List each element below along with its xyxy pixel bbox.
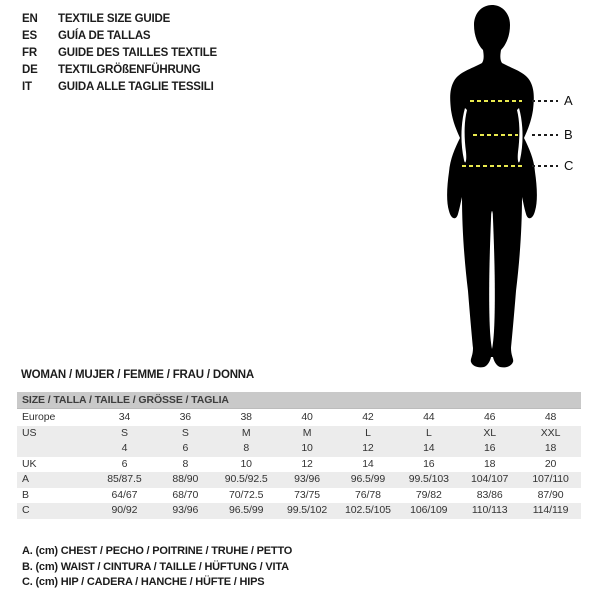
language-label: GUIDE DES TAILLES TEXTILE: [58, 47, 217, 59]
table-cell: 90.5/92.5: [224, 473, 268, 485]
table-cell: 12: [301, 457, 313, 470]
language-row: [22, 28, 217, 45]
table-cell: M: [302, 426, 312, 439]
table-cell: 104/107: [471, 473, 509, 485]
waist-measure-line: [473, 134, 518, 136]
table-cell: 68/70: [172, 488, 199, 501]
language-code: DE: [22, 64, 38, 76]
table-cell: 6: [182, 442, 189, 454]
table-cell: 64/67: [111, 488, 138, 501]
language-row: [22, 11, 217, 28]
table-cell: 8: [243, 442, 250, 454]
table-cell: 73/75: [294, 488, 320, 501]
table-cell: 79/82: [415, 488, 442, 501]
chest-measure-line: [470, 100, 522, 102]
table-cell: 10: [240, 457, 252, 470]
table-cell: 76/78: [355, 488, 381, 501]
table-cell: 70/72.5: [229, 488, 264, 501]
table-cell: 36: [179, 411, 192, 423]
table-row: [17, 457, 581, 473]
table-cell: L: [425, 426, 432, 439]
language-row: [22, 45, 217, 62]
table-cell: 20: [544, 457, 557, 470]
table-cell: 42: [362, 411, 374, 423]
table-cell: 102.5/105: [345, 504, 391, 516]
table-cell: 40: [301, 411, 313, 423]
language-code: ES: [22, 30, 37, 42]
table-cell: 93/96: [294, 473, 320, 485]
table-cell: 38: [240, 411, 252, 423]
language-label: TEXTILE SIZE GUIDE: [58, 13, 171, 25]
size-table: [17, 392, 581, 519]
table-cell: 99.5/102: [287, 504, 328, 516]
footnotes: [22, 544, 292, 591]
table-cell: S: [181, 426, 189, 439]
size-table-body: [17, 410, 581, 519]
section-title: WOMAN / MUJER / FEMME / FRAU / DONNA: [21, 369, 255, 381]
chest-connector-line: [532, 100, 558, 102]
row-label: C: [22, 504, 30, 516]
row-label: Europe: [22, 411, 56, 423]
language-code: EN: [22, 13, 38, 25]
language-label: TEXTILGRÖßENFÜHRUNG: [58, 64, 201, 76]
row-label: [17, 441, 94, 457]
table-cell: 106/109: [410, 504, 448, 516]
language-list: [22, 11, 217, 96]
hip-connector-line: [532, 165, 558, 167]
language-label: GUÍA DE TALLAS: [58, 30, 151, 42]
table-cell: 93/96: [172, 504, 199, 516]
hip-measure-line: [462, 165, 523, 167]
table-cell: 12: [362, 442, 374, 454]
table-cell: S: [120, 426, 128, 439]
table-cell: 88/90: [172, 473, 199, 485]
language-label: GUIDA ALLE TAGLIE TESSILI: [58, 81, 214, 93]
size-table-header: SIZE / TALLA / TAILLE / GRÖSSE / TAGLIA: [17, 392, 581, 409]
woman-silhouette-figure: [445, 4, 539, 368]
table-row: [17, 488, 581, 504]
waist-connector-line: [532, 134, 558, 136]
footnote-line: A. (cm) CHEST / PECHO / POITRINE / TRUHE / PETTO: [22, 545, 293, 557]
woman-silhouette-icon: [445, 4, 539, 368]
table-cell: 18: [483, 457, 496, 470]
table-cell: 110/113: [471, 504, 508, 516]
table-cell: 96.5/99: [229, 504, 264, 516]
table-cell: 16: [483, 442, 496, 454]
table-cell: M: [241, 426, 251, 439]
footnote-line: B. (cm) WAIST / CINTURA / TAILLE / HÜFTUNG / VITA: [22, 560, 289, 573]
table-row: [17, 503, 581, 519]
table-cell: 87/90: [537, 488, 564, 501]
table-cell: 34: [118, 411, 131, 423]
table-cell: 18: [544, 442, 557, 454]
language-code: IT: [22, 81, 32, 93]
language-row: [22, 62, 217, 79]
table-cell: 44: [423, 411, 435, 423]
table-cell: 96.5/99: [350, 473, 386, 485]
table-row: [17, 426, 581, 442]
table-cell: 8: [182, 457, 189, 470]
table-cell: 10: [301, 442, 313, 454]
table-cell: 107/110: [532, 473, 569, 485]
hip-marker-label: C: [564, 158, 574, 173]
table-cell: XL: [483, 426, 497, 439]
row-label: B: [22, 488, 29, 501]
table-cell: 99.5/103: [408, 473, 449, 485]
table-cell: 4: [121, 442, 128, 454]
table-row: [17, 472, 581, 488]
row-label: UK: [22, 457, 37, 470]
footnote-line: C. (cm) HIP / CADERA / HANCHE / HÜFTE / HIPS: [22, 576, 265, 588]
table-row: [17, 441, 581, 457]
row-label: A: [22, 473, 29, 485]
table-cell: 90/92: [111, 504, 138, 516]
table-row: [17, 410, 581, 426]
table-cell: 48: [544, 411, 557, 423]
table-cell: 114/119: [532, 504, 569, 516]
chest-marker-label: A: [564, 93, 573, 108]
language-row: [22, 79, 217, 96]
row-label: US: [22, 426, 37, 439]
table-cell: 46: [483, 411, 496, 423]
table-cell: 14: [362, 457, 374, 470]
table-cell: L: [365, 426, 371, 439]
table-cell: 85/87.5: [107, 473, 142, 485]
table-cell: 14: [423, 442, 435, 454]
table-cell: 16: [423, 457, 435, 470]
table-cell: 6: [121, 457, 128, 470]
language-code: FR: [22, 47, 37, 59]
waist-marker-label: B: [564, 127, 573, 142]
table-cell: 83/86: [476, 488, 503, 501]
table-cell: XXL: [540, 426, 561, 439]
